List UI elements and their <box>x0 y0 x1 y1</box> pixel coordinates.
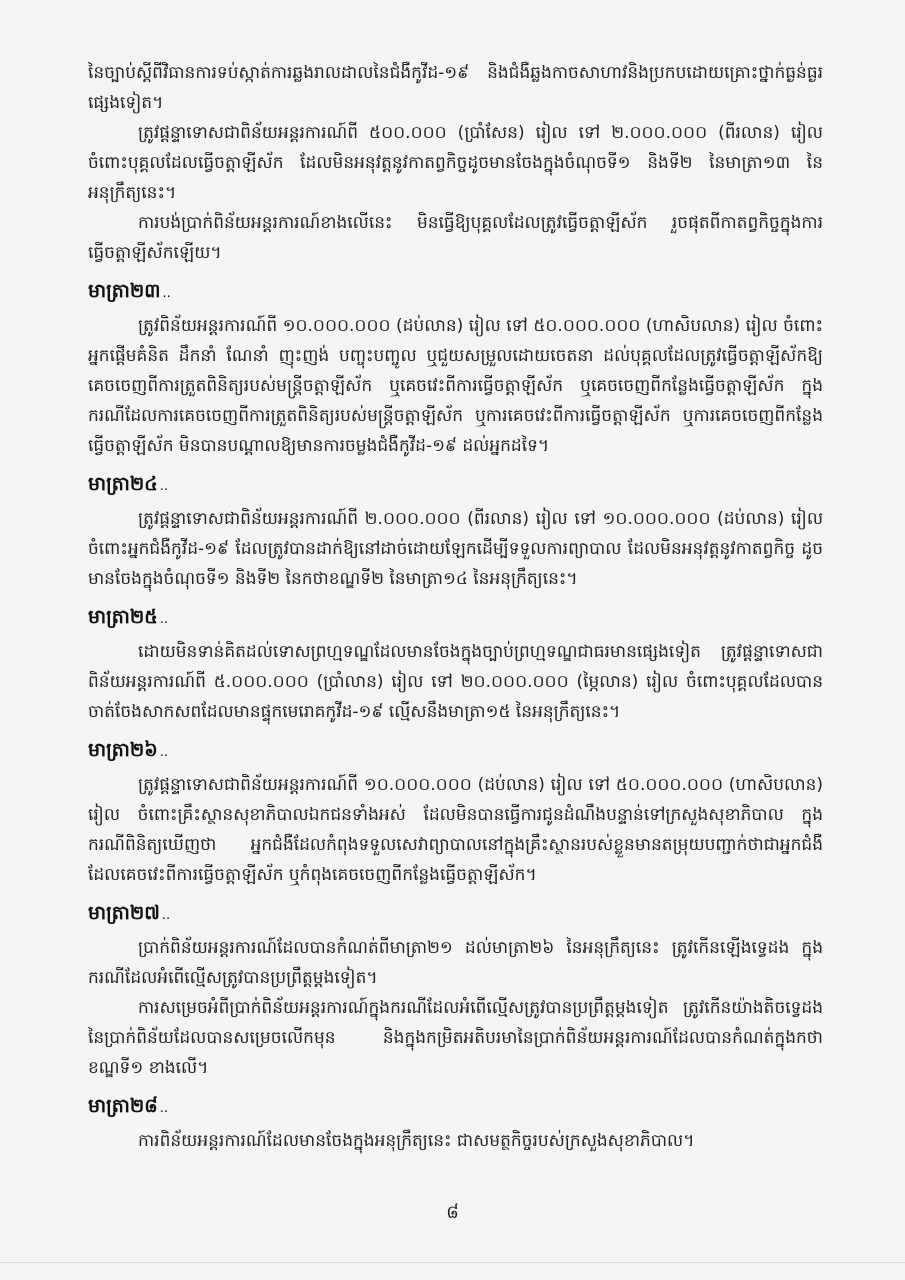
intro-paragraph-obligation: ការបង់ប្រាក់ពិន័យអន្តរការណ៍ខាងលើនេះ មិនធ្វើឱ្យបុគ្គលដែលត្រូវធ្វើចត្តាឡីស័ក រួចផុតពីកាតព្វកិច្ចក្នុងការធ្វើចត្តាឡីស័កឡើយ។ <box>88 213 823 263</box>
article-heading: មាត្រា២៦ <box>88 739 158 761</box>
article-heading: មាត្រា២៤ <box>88 473 158 495</box>
article-24: មាត្រា២៤ .. ត្រូវផ្ដន្ទាទោសជាពិន័យអន្តរការណ៍ពី ២.០០០.០០០ (ពីរលាន) រៀល ទៅ ១០.០០០.០០០ (ដប់លាន) រៀល ចំពោះអ្នកជំងឺកូវីដ-១៩ ដែលត្រូវបានដាក់ឱ្យនៅដាច់ដោយឡែកដើម្បីទទួលការព្យាបាល ដែលមិនអនុវត្តនូវកាតព្វកិច្ច ដូចមានចែងក្នុងចំណុចទី១ និងទី២ នៃកថាខណ្ឌទី២ នៃមាត្រា១៤ នៃអនុក្រឹត្យនេះ។ <box>88 469 823 594</box>
article-26: មាត្រា២៦ .. ត្រូវផ្ដន្ទាទោសជាពិន័យអន្តរការណ៍ពី ១០.០០០.០០០ (ដប់លាន) រៀល ទៅ ៥០.០០០.០០០ (ហាសិបលាន) រៀល ចំពោះគ្រឹះស្ថានសុខាភិបាលឯកជនទាំងអស់ ដែលមិនបានធ្វើការជូនដំណឹងបន្ទាន់ទៅក្រសួងសុខាភិបាល ក្នុងករណីពិនិត្យឃើញថា អ្នកជំងឺដែលកំពុងទទួលសេវាព្យាបាលនៅក្នុងគ្រឹះស្ថានរបស់ខ្លួនមានតម្រុយបញ្ជាក់ថាជាអ្នកជំងឺដែលគេចវេះពីការធ្វើចត្តាឡីស័ក ឬកំពុងគេចចេញពីកន្លែងធ្វើចត្តាឡីស័ក។ <box>88 735 823 890</box>
article-heading: មាត្រា២៣ <box>88 280 161 302</box>
page-number: ៨ <box>446 1202 459 1223</box>
article-paragraph: ត្រូវផ្ដន្ទាទោសជាពិន័យអន្តរការណ៍ពី ២.០០០.០០០ (ពីរលាន) រៀល ទៅ ១០.០០០.០០០ (ដប់លាន) រៀល ចំពោះអ្នកជំងឺកូវីដ-១៩ ដែលត្រូវបានដាក់ឱ្យនៅដាច់ដោយឡែកដើម្បីទទួលការព្យាបាល ដែលមិនអនុវត្តនូវកាតព្វកិច្ច ដូចមានចែងក្នុងចំណុចទី១ និងទី២ នៃកថាខណ្ឌទី២ នៃមាត្រា១៤ នៃអនុក្រឹត្យនេះ។ <box>88 509 823 589</box>
article-28: មាត្រា២៨ .. ការពិន័យអន្តរការណ៍ដែលមានចែងក្នុងអនុក្រឹត្យនេះ ជាសមត្ថកិច្ចរបស់ក្រសួងសុខាភិបាល។ <box>88 1091 823 1156</box>
article-heading: មាត្រា២៨ <box>88 1095 158 1117</box>
article-paragraph: ត្រូវផ្ដន្ទាទោសជាពិន័យអន្តរការណ៍ពី ១០.០០០.០០០ (ដប់លាន) រៀល ទៅ ៥០.០០០.០០០ (ហាសិបលាន) រៀល ចំពោះគ្រឹះស្ថានសុខាភិបាលឯកជនទាំងអស់ ដែលមិនបានធ្វើការជូនដំណឹងបន្ទាន់ទៅក្រសួងសុខាភិបាល ក្នុងករណីពិនិត្យឃើញថា អ្នកជំងឺដែលកំពុងទទួលសេវាព្យាបាលនៅក្នុងគ្រឹះស្ថានរបស់ខ្លួនមានតម្រុយបញ្ជាក់ថាជាអ្នកជំងឺដែលគេចវេះពីការធ្វើចត្តាឡីស័ក ឬកំពុងគេចចេញពីកន្លែងធ្វើចត្តាឡីស័ក។ <box>88 775 823 885</box>
article-paragraph: ត្រូវពិន័យអន្តរការណ៍ពី ១០.០០០.០០០ (ដប់លាន) រៀល ទៅ ៥០.០០០.០០០ (ហាសិបលាន) រៀល ចំពោះអ្នកផ្ដើមគំនិត ដឹកនាំ ណែនាំ ញុះញង់ បញ្ចុះបញ្ចូល ឬជួយសម្រួលដោយចេតនា ដល់បុគ្គលដែលត្រូវធ្វើចត្តាឡីស័កឱ្យគេចចេញពីការត្រួតពិនិត្យរបស់មន្ត្រីចត្តាឡីស័ក ឬគេចវេះពីការធ្វើចត្តាឡីស័ក ឬគេចចេញពីកន្លែងធ្វើចត្តាឡីស័ក ក្នុងករណីដែលការគេចចេញពីការត្រួតពិនិត្យរបស់មន្ត្រីចត្តាឡីស័ក ឬការគេចវេះពីការធ្វើចត្តាឡីស័ក ឬការគេចចេញពីកន្លែងធ្វើចត្តាឡីស័ក មិនបានបណ្ដាលឱ្យមានការចម្លងជំងឺកូវីដ-១៩ ដល់អ្នកដទៃ។ <box>88 316 823 456</box>
intro-paragraph-continuation: នៃច្បាប់ស្ដីពីវិធានការទប់ស្កាត់ការឆ្លងរាលដាលនៃជំងឺកូវីដ-១៩ និងជំងឺឆ្លងកាចសាហាវនិងប្រកបដោយគ្រោះថ្នាក់ធ្ងន់ធ្ងរផ្សេងទៀត។ <box>88 63 823 113</box>
article-heading: មាត្រា២៥ <box>88 606 158 628</box>
article-paragraph: ប្រាក់ពិន័យអន្តរការណ៍ដែលបានកំណត់ពីមាត្រា២១ ដល់មាត្រា២៦ នៃអនុក្រឹត្យនេះ ត្រូវកើនឡើងទ្វេដង ក្នុងករណីដែលអំពើល្មើសត្រូវបានប្រព្រឹត្តម្តងទៀត។ <box>88 938 823 988</box>
article-25: មាត្រា២៥ .. ដោយមិនទាន់គិតដល់ទោសព្រហ្មទណ្ឌដែលមានចែងក្នុងច្បាប់ព្រហ្មទណ្ឌជាធរមានផ្សេងទៀត ត្រូវផ្ដន្ទាទោសជាពិន័យអន្តរការណ៍ពី ៥.០០០.០០០ (ប្រាំលាន) រៀល ទៅ ២០.០០០.០០០ (ម្ភៃលាន) រៀល ចំពោះបុគ្គលដែលបានចាត់ចែងសាកសពដែលមានផ្ទុកមេរោគកូវីដ-១៩ ល្មើសនឹងមាត្រា១៥ នៃអនុក្រឹត្យនេះ។ <box>88 602 823 727</box>
article-paragraph: ដោយមិនទាន់គិតដល់ទោសព្រហ្មទណ្ឌដែលមានចែងក្នុងច្បាប់ព្រហ្មទណ្ឌជាធរមានផ្សេងទៀត ត្រូវផ្ដន្ទាទោសជាពិន័យអន្តរការណ៍ពី ៥.០០០.០០០ (ប្រាំលាន) រៀល ទៅ ២០.០០០.០០០ (ម្ភៃលាន) រៀល ចំពោះបុគ្គលដែលបានចាត់ចែងសាកសពដែលមានផ្ទុកមេរោគកូវីដ-១៩ ល្មើសនឹងមាត្រា១៥ នៃអនុក្រឹត្យនេះ។ <box>88 642 823 722</box>
article-23: មាត្រា២៣ .. ត្រូវពិន័យអន្តរការណ៍ពី ១០.០០០.០០០ (ដប់លាន) រៀល ទៅ ៥០.០០០.០០០ (ហាសិបលាន) រៀល ចំពោះអ្នកផ្ដើមគំនិត ដឹកនាំ ណែនាំ ញុះញង់ បញ្ចុះបញ្ចូល ឬជួយសម្រួលដោយចេតនា ដល់បុគ្គលដែលត្រូវធ្វើចត្តាឡីស័កឱ្យគេចចេញពីការត្រួតពិនិត្យរបស់មន្ត្រីចត្តាឡីស័ក ឬគេចវេះពីការធ្វើចត្តាឡីស័ក ឬគេចចេញពីកន្លែងធ្វើចត្តាឡីស័ក ក្នុងករណីដែលការគេចចេញពីការត្រួតពិនិត្យរបស់មន្ត្រីចត្តាឡីស័ក ឬការគេចវេះពីការធ្វើចត្តាឡីស័ក ឬការគេចចេញពីកន្លែងធ្វើចត្តាឡីស័ក មិនបានបណ្ដាលឱ្យមានការចម្លងជំងឺកូវីដ-១៩ ដល់អ្នកដទៃ។ <box>88 276 823 461</box>
article-heading: មាត្រា២៧ <box>88 902 160 924</box>
article-paragraph: ការពិន័យអន្តរការណ៍ដែលមានចែងក្នុងអនុក្រឹត្យនេះ ជាសមត្ថកិច្ចរបស់ក្រសួងសុខាភិបាល។ <box>138 1131 695 1151</box>
article-paragraph: ការសម្រេចអំពីប្រាក់ពិន័យអន្តរការណ៍ក្នុងករណីដែលអំពើល្មើសត្រូវបានប្រព្រឹត្តម្តងទៀត ត្រូវកើនយ៉ាងតិចទ្វេដងនៃប្រាក់ពិន័យដែលបានសម្រេចលើកមុន និងក្នុងកម្រិតអតិបរមានៃប្រាក់ពិន័យអន្តរការណ៍ដែលបានកំណត់ក្នុងកថាខណ្ឌទី១ ខាងលើ។ <box>88 998 823 1078</box>
intro-paragraph-fine: ត្រូវផ្ដន្ទាទោសជាពិន័យអន្តរការណ៍ពី ៥០០.០០០ (ប្រាំសែន) រៀល ទៅ ២.០០០.០០០ (ពីរលាន) រៀល ចំពោះបុគ្គលដែលធ្វើចត្តាឡីស័ក ដែលមិនអនុវត្តនូវកាតព្វកិច្ចដូចមានចែងក្នុងចំណុចទី១ និងទី២ នៃមាត្រា១៣ នៃអនុក្រឹត្យនេះ។ <box>88 123 823 203</box>
article-27: មាត្រា២៧ .. ប្រាក់ពិន័យអន្តរការណ៍ដែលបានកំណត់ពីមាត្រា២១ ដល់មាត្រា២៦ នៃអនុក្រឹត្យនេះ ត្រូវកើនឡើងទ្វេដង ក្នុងករណីដែលអំពើល្មើសត្រូវបានប្រព្រឹត្តម្តងទៀត។ ការសម្រេចអំពីប្រាក់ពិន័យអន្តរការណ៍ក្នុងករណីដែលអំពើល្មើសត្រូវបានប្រព្រឹត្តម្តងទៀត ត្រូវកើនយ៉ាងតិចទ្វេដងនៃប្រាក់ពិន័យដែលបានសម្រេចលើកមុន និងក្នុងកម្រិតអតិបរមានៃប្រាក់ពិន័យអន្តរការណ៍ដែលបានកំណត់ក្នុងកថាខណ្ឌទី១ ខាងលើ។ <box>88 898 823 1083</box>
page-bottom-divider <box>0 1262 905 1263</box>
